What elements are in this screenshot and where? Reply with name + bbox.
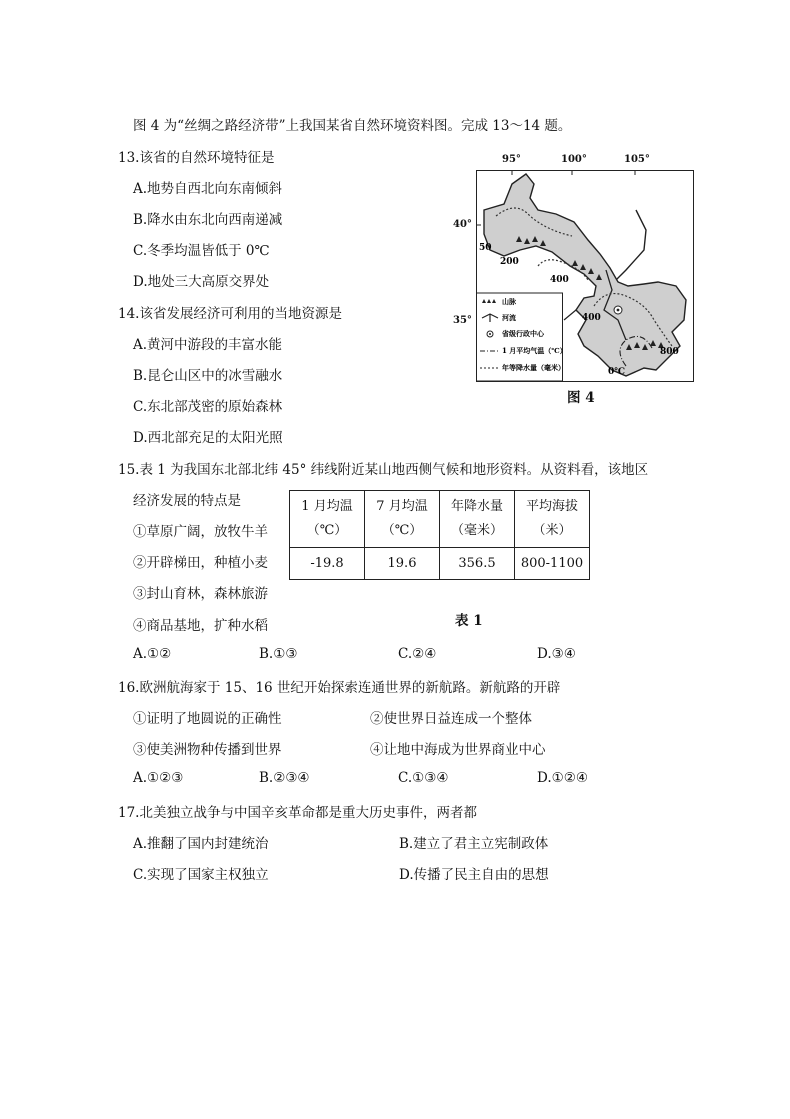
table-cell: 800-1100: [515, 548, 590, 580]
table-cell: 356.5: [440, 548, 515, 580]
q17-option-a[interactable]: A.推翻了国内封建统治: [133, 836, 269, 852]
contour-label-200: 200: [500, 257, 519, 267]
lat-tick-35: 35°: [453, 315, 472, 326]
table-header-cell: 1 月均温 （℃）: [290, 491, 365, 548]
table1-caption: 表 1: [455, 613, 483, 629]
q13-option-d[interactable]: D.地处三大高原交界处: [133, 274, 270, 290]
q13-option-a[interactable]: A.地势自西北向东南倾斜: [133, 181, 283, 197]
q16-item-2: ②使世界日益连成一个整体: [370, 711, 532, 727]
q15-item-2: ②开辟梯田，种植小麦: [133, 555, 268, 571]
lon-tick-100: 100°: [561, 154, 587, 165]
q16-stem: 16.欧洲航海家于 15、16 世纪开始探索连通世界的新航路。新航路的开辟: [118, 680, 561, 696]
q15-stem-line1: 15.表 1 为我国东北部北纬 45° 纬线附近某山地西侧气候和地形资料。从资料看，该地区: [118, 462, 649, 478]
q16-item-3: ③使美洲物种传播到世界: [133, 742, 282, 758]
lon-tick-95: 95°: [502, 154, 521, 165]
q15-option-b[interactable]: B.①③: [259, 646, 298, 662]
climate-table: [289, 490, 590, 580]
q15-item-1: ①草原广阔，放牧牛羊: [133, 524, 268, 540]
q14-stem: 14.该省发展经济可利用的当地资源是: [118, 306, 342, 322]
map-legend: [477, 293, 567, 381]
q14-option-b[interactable]: B.昆仑山区中的冰雪融水: [133, 368, 283, 384]
q15-item-3: ③封山育林，森林旅游: [133, 586, 268, 602]
contour-label-0c: 0℃: [608, 367, 626, 377]
contour-label-50: 50: [479, 243, 492, 253]
q14-option-c[interactable]: C.东北部茂密的原始森林: [133, 399, 283, 415]
q17-option-b[interactable]: B.建立了君主立宪制政体: [399, 836, 549, 852]
q15-option-c[interactable]: C.②④: [398, 646, 437, 662]
lon-tick-105: 105°: [624, 154, 650, 165]
intro-text: 图 4 为“丝绸之路经济带”上我国某省自然环境资料图。完成 13～14 题。: [133, 118, 572, 134]
figure4-caption: 图 4: [567, 390, 595, 406]
q15-option-d[interactable]: D.③④: [537, 646, 576, 662]
q17-option-c[interactable]: C.实现了国家主权独立: [133, 867, 269, 883]
q15-stem-line2: 经济发展的特点是: [133, 493, 241, 509]
q13-option-b[interactable]: B.降水由东北向西南递减: [133, 212, 283, 228]
legend-river: 河流: [502, 313, 516, 322]
q16-option-a[interactable]: A.①②③: [133, 770, 184, 786]
lat-tick-40: 40°: [453, 219, 472, 230]
q13-option-c[interactable]: C.冬季均温皆低于 0℃: [133, 243, 270, 259]
q14-option-a[interactable]: A.黄河中游段的丰富水能: [133, 337, 283, 353]
contour-label-400b: 400: [582, 313, 601, 323]
q14-option-d[interactable]: D.西北部充足的太阳光照: [133, 430, 283, 446]
q15-option-a[interactable]: A.①②: [133, 646, 172, 662]
q13-stem: 13.该省的自然环境特征是: [118, 150, 275, 166]
contour-label-400a: 400: [550, 275, 569, 285]
q16-item-1: ①证明了地圆说的正确性: [133, 711, 282, 727]
table-row: [290, 548, 590, 580]
table-cell: 19.6: [365, 548, 440, 580]
table-header-cell: 年降水量 （毫米）: [440, 491, 515, 548]
province-map: [476, 170, 694, 382]
contour-label-800: 800: [660, 347, 679, 357]
table-header-row: [290, 491, 590, 548]
table-header-cell: 平均海拔 （米）: [515, 491, 590, 548]
legend-capital: 省级行政中心: [502, 329, 544, 338]
q17-option-d[interactable]: D.传播了民主自由的思想: [399, 867, 549, 883]
q17-stem: 17.北美独立战争与中国辛亥革命都是重大历史事件，两者都: [118, 805, 477, 821]
q16-option-c[interactable]: C.①③④: [398, 770, 449, 786]
q16-item-4: ④让地中海成为世界商业中心: [370, 742, 546, 758]
legend-isohyet: 年等降水量（毫米）: [502, 363, 565, 372]
q16-option-b[interactable]: B.②③④: [259, 770, 310, 786]
legend-isotherm: 1 月平均气温（℃）: [502, 346, 567, 355]
table-cell: -19.8: [290, 548, 365, 580]
table-header-cell: 7 月均温 （℃）: [365, 491, 440, 548]
q16-option-d[interactable]: D.①②④: [537, 770, 588, 786]
legend-mountain: 山脉: [502, 297, 516, 306]
q15-item-4: ④商品基地，扩种水稻: [133, 618, 268, 634]
